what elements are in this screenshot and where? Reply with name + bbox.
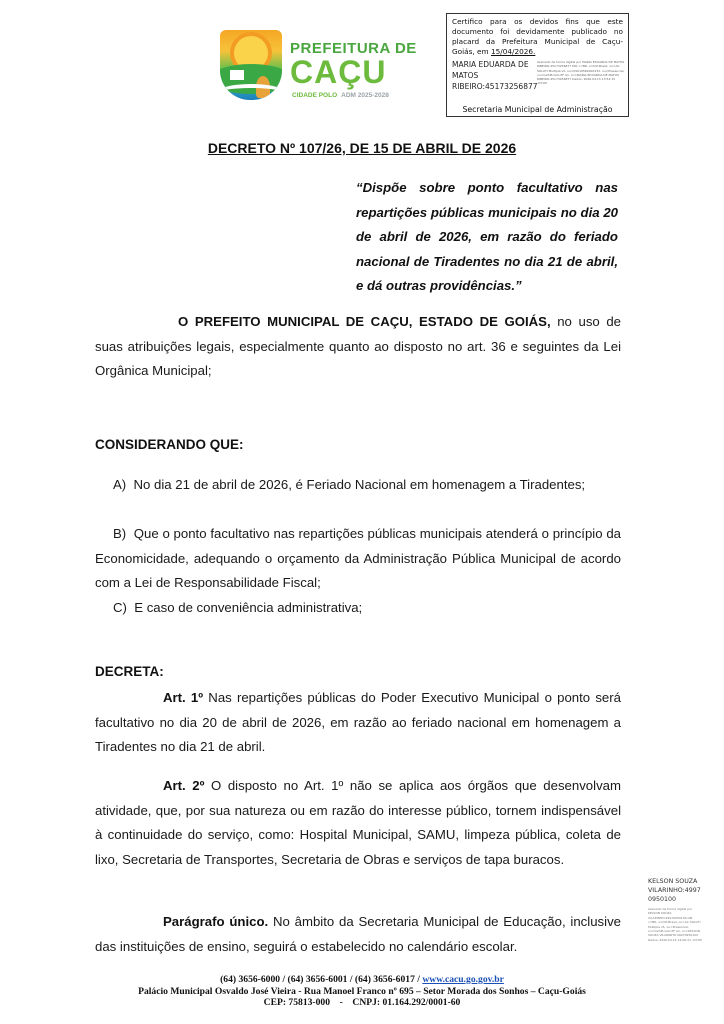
certificate-date: 15/04/2026. (490, 47, 536, 56)
decree-ementa: “Dispõe sobre ponto facultativo nas repartições públicas municipais no dia 20 de abril de 2026, em razão do feriado nacional de Tiradentes no dia 21 de abril, e dá outras providências.” (356, 180, 618, 293)
item-text: Que o ponto facultativo nas repartições públicas municipais atenderá o princípio da Economicidade, adequando o orçamento da Administração Pública Municipal de acordo com a Lei de Responsabilidade Fiscal; (95, 526, 621, 590)
signature-details: Assinado de forma digital por KELSON SOUZA VILARINHO:49970950100 DN: c=BR, o=ICP-Brasil, ou=AC SOLUTI Multipla v5, ou=Presencial, ou=Certificado PF A1, cn=KELSON SOUZA VILARINHO:49970950100 Dados: 2026.04.15 14:06:21 -03'00' (648, 907, 703, 942)
article-text: O disposto no Art. 1º não se aplica aos órgãos que desenvolvam atividade, que, por sua natureza ou em razão do interesse público, tornem indispensável à continuidade do serviço, como: Hospital Municipal, SAMU, limpeza pública, coleta de lixo, Secretaria de Transportes, Secretaria de Obras e serviços de tapa buracos. (95, 778, 621, 867)
certificate-text (452, 17, 623, 57)
preamble (95, 310, 621, 384)
article-label: Parágrafo único. (163, 914, 269, 929)
decree-title: DECRETO Nº 107/26, DE 15 DE ABRIL DE 2026 (207, 140, 517, 156)
article-text: Nas repartições públicas do Poder Executivo Municipal o ponto será facultativo no dia 20 de abril de 2026, em razão ao feriado nacional em homenagem a Tiradentes no dia 21 de abril. (95, 690, 621, 754)
article-2 (95, 774, 621, 872)
item-label: C) (113, 600, 127, 615)
article-label: Art. 2º (163, 778, 205, 793)
logo-tagline-text: CIDADE POLO (292, 92, 338, 99)
footer-cep: CEP: 75813-000 (263, 997, 331, 1008)
certificate-department: Secretaria Municipal de Administração (462, 105, 613, 114)
website-link[interactable]: www.cacu.go.gov.br (422, 974, 504, 985)
page-footer (0, 974, 724, 1009)
item-label: B) (113, 526, 127, 541)
footer-separator: - (339, 997, 343, 1008)
municipal-emblem-icon (220, 30, 282, 100)
article-label: Art. 1º (163, 690, 204, 705)
footer-contact (0, 974, 724, 986)
logo-tagline (292, 92, 389, 99)
mayor-digital-signature (648, 877, 703, 942)
logo-admin-period: ADM 2025-2028 (341, 92, 389, 99)
publication-certificate-stamp (446, 13, 629, 117)
considerando-item-b (95, 522, 621, 596)
logo-title: PREFEITURA DE (290, 40, 417, 57)
footer-cnpj: CNPJ: 01.164.292/0001-60 (352, 997, 461, 1008)
signer-name: KELSON SOUZA VILARINHO:49970950100 (648, 878, 701, 903)
decreta-heading: DECRETA: (95, 664, 164, 679)
preamble-text: no uso de suas atribuições legais, especialmente quanto ao disposto no art. 36 e seguintes da Lei Orgânica Municipal; (95, 314, 621, 378)
considerando-item-a (95, 473, 621, 498)
footer-registry (0, 997, 724, 1009)
considerando-item-c (95, 596, 621, 621)
certificate-digital-signature: Assinado de forma digital por MARIA EDUARDA DE MATOS RIBEIRO:45173256877 DN: c=BR, o=ICP-Brasil, ou=AC SOLUTI Multipla v5, ou=05010582000133, ou=Presencial, ou=Certificado PF A1, cn=MARIA EDUARDA DE MATOS RIBEIRO:45173256877 Dados: 2026.04.15 13:52:15 -03'00' (537, 60, 625, 86)
logo-city-name: CAÇU (290, 54, 387, 90)
item-text: No dia 21 de abril de 2026, é Feriado Nacional em homenagem a Tiradentes; (133, 477, 586, 492)
paragrafo-unico (95, 910, 621, 959)
considerando-heading: CONSIDERANDO QUE: (95, 437, 244, 452)
prefeitura-logo (220, 30, 430, 102)
article-text: No âmbito da Secretaria Municipal de Educação, inclusive das instituições de ensino, seguirá o estabelecido no calendário escolar. (95, 914, 621, 954)
item-label: A) (113, 477, 127, 492)
certificate-body: Certifico para os devidos fins que este documento foi devidamente publicado no placard da Prefeitura Municipal de Caçu-Goiás, em (452, 17, 623, 56)
certificate-signer: MARIA EDUARDA DE MATOS RIBEIRO:45173256877 (452, 60, 538, 91)
footer-phones: (64) 3656-6000 / (64) 3656-6001 / (64) 3656-6017 / (220, 974, 423, 985)
preamble-authority: O PREFEITO MUNICIPAL DE CAÇU, ESTADO DE GOIÁS, (178, 314, 551, 329)
article-1 (95, 686, 621, 760)
footer-address: Palácio Municipal Osvaldo José Vieira - Rua Manoel Franco nº 695 – Setor Morada dos Sonhos – Caçu-Goiás (138, 985, 586, 997)
item-text: E caso de conveniência administrativa; (134, 600, 363, 615)
